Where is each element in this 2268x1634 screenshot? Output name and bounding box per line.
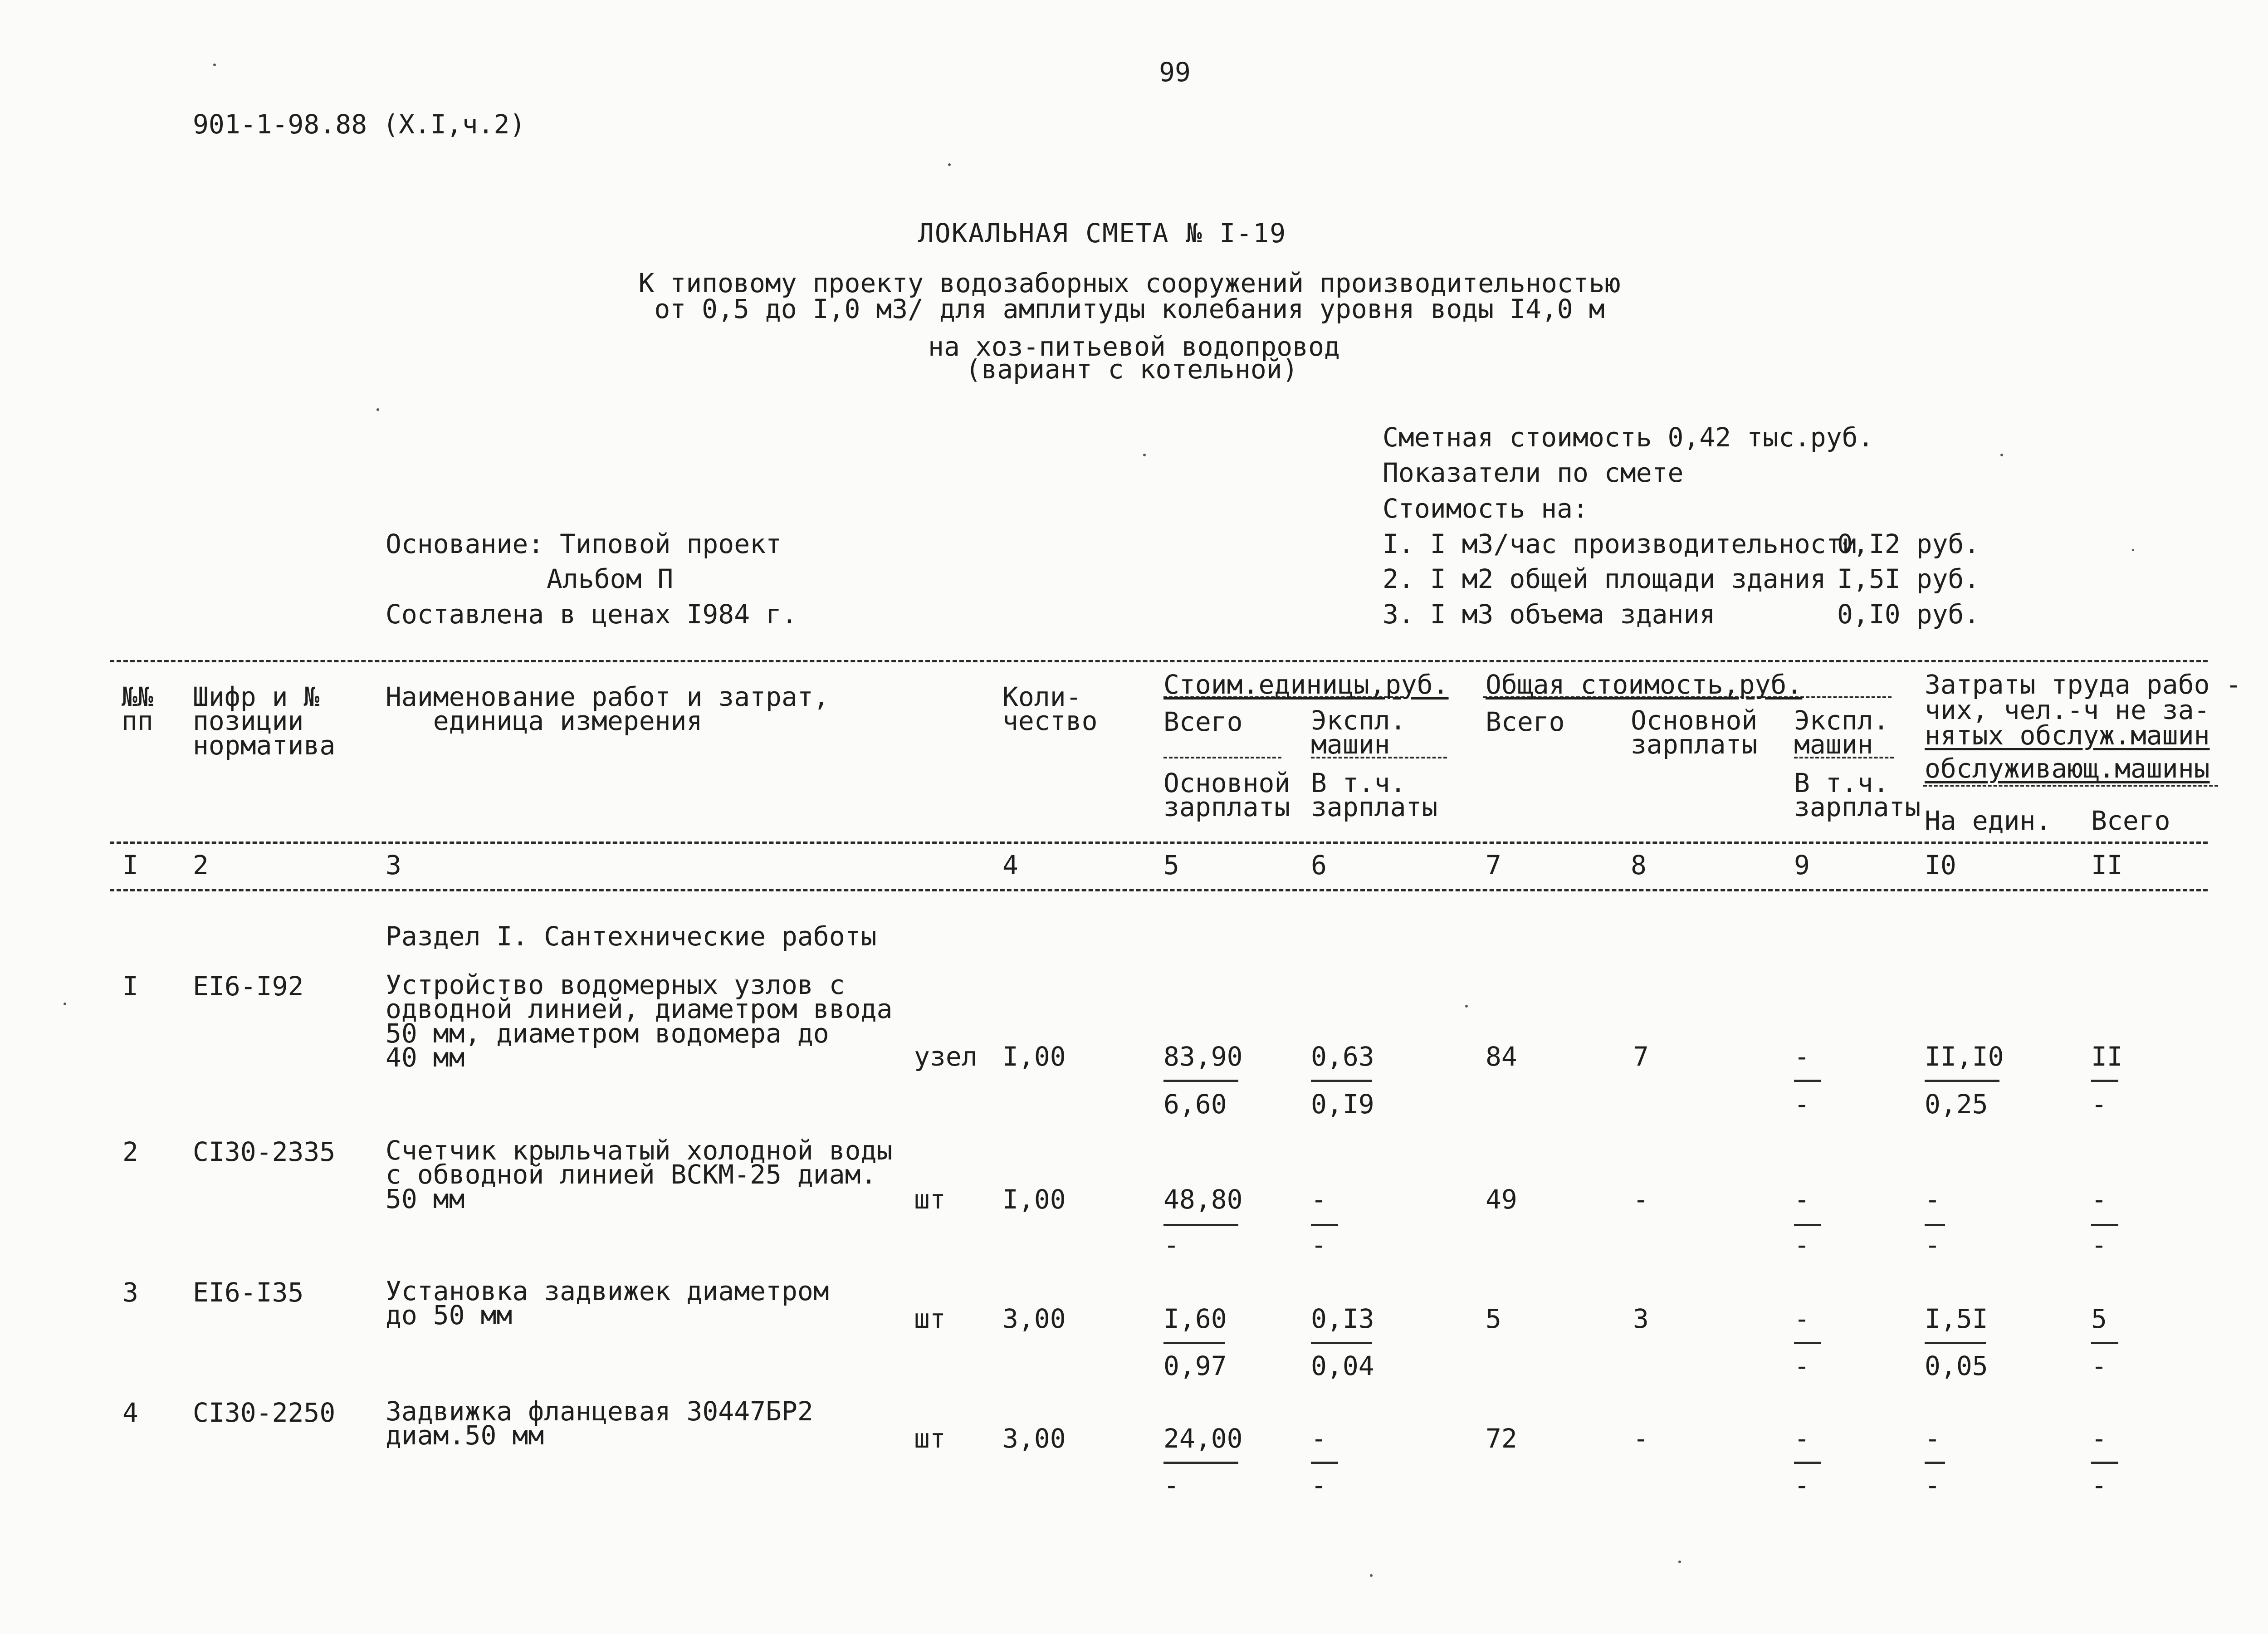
row-4-unit-machine: -: [1311, 1423, 1327, 1454]
indicator-1-label: I. I м3/час производительности: [1383, 528, 1858, 559]
header-unit-machine: Экспл. машин: [1311, 705, 1406, 760]
scan-speck: [213, 64, 216, 66]
subtitle-line-1: К типовому проекту водозаборных сооружений производительностью: [638, 268, 1621, 298]
row-3-labor-unit-rule: [1925, 1342, 1986, 1344]
labor-group-bottom-rule: [1923, 785, 2218, 787]
row-3-number: 3: [122, 1277, 138, 1308]
header-total-cost-group: Общая стоимость,руб.: [1486, 669, 1803, 700]
header-labor-line-4: обслуживающ.машины: [1925, 753, 2210, 784]
row-3-labor-total-rule: [2091, 1342, 2118, 1344]
row-1-unit-machine: 0,63: [1311, 1041, 1374, 1072]
row-4-labor-unit: -: [1925, 1423, 1941, 1454]
header-total-incl-salary: В т.ч. зарплаты: [1794, 768, 1921, 823]
row-2-unit-incl-salary: -: [1311, 1229, 1327, 1260]
row-2-labor-total: -: [2091, 1184, 2107, 1215]
row-1-labor-unit-rule: [1925, 1080, 1999, 1082]
header-labor-line-2: чих, чел.-ч не за-: [1925, 695, 2210, 725]
col-number-10: I0: [1925, 850, 1956, 881]
scan-speck: [1370, 1574, 1373, 1577]
scan-speck: [1143, 454, 1146, 456]
estimated-cost: Сметная стоимость 0,42 тыс.руб.: [1383, 422, 1874, 453]
row-1-work-name: Устройство водомерных узлов с одводной линией, диаметром ввода 50 мм, диаметром водомера до 40 мм: [386, 969, 893, 1073]
row-2-total-machine: -: [1794, 1184, 1810, 1215]
header-total-all: Всего: [1486, 706, 1565, 737]
row-4-total-machine-rule: [1794, 1462, 1821, 1464]
row-4-work-name: Задвижка фланцевая 30447БР2 диам.50 мм: [386, 1396, 813, 1451]
header-quantity: Коли- чество: [1002, 681, 1098, 737]
row-3-total-incl-salary: -: [1794, 1350, 1810, 1381]
header-unit-cost-group: Стоим.единицы,руб.: [1163, 669, 1449, 700]
row-1-unit-total-rule: [1163, 1080, 1238, 1082]
basis-line-2: Альбом П: [547, 563, 674, 594]
row-3-total-machine: -: [1794, 1303, 1810, 1334]
col-number-9: 9: [1794, 850, 1810, 881]
subtitle-line-2: от 0,5 до I,0 м3/ для амплитуды колебания уровня воды I4,0 м: [654, 294, 1605, 324]
header-total-machine: Экспл. машин: [1794, 705, 1889, 760]
col-number-5: 5: [1163, 850, 1179, 881]
row-2-total-base-salary: -: [1633, 1184, 1649, 1215]
row-1-quantity: I,00: [1002, 1041, 1066, 1072]
col-number-7: 7: [1486, 850, 1501, 881]
row-2-labor-total-rule: [2091, 1224, 2118, 1226]
document-code: 901-1-98.88 (X.I,ч.2): [193, 109, 526, 140]
row-2-labor-total-service: -: [2091, 1229, 2107, 1260]
row-4-quantity: 3,00: [1002, 1423, 1066, 1454]
scan-speck: [2132, 549, 2134, 551]
row-4-unit-machine-rule: [1311, 1462, 1338, 1464]
col-number-6: 6: [1311, 850, 1327, 881]
row-4-total-machine: -: [1794, 1423, 1810, 1454]
row-3-unit-total: I,60: [1163, 1303, 1227, 1334]
row-3-total-machine-rule: [1794, 1342, 1821, 1344]
row-3-code: EI6-I35: [193, 1277, 304, 1308]
row-2-total-all: 49: [1486, 1184, 1517, 1215]
row-4-labor-unit-service: -: [1925, 1470, 1941, 1501]
row-4-labor-total-rule: [2091, 1462, 2118, 1464]
scan-speck: [1465, 1005, 1468, 1008]
section-heading: Раздел I. Сантехнические работы: [386, 921, 877, 952]
scan-speck: [64, 1003, 66, 1005]
row-1-unit: узел: [914, 1041, 978, 1072]
row-4-labor-unit-rule: [1925, 1462, 1945, 1464]
row-2-quantity: I,00: [1002, 1184, 1066, 1215]
row-3-unit-base-salary: 0,97: [1163, 1350, 1227, 1381]
estimate-title: ЛОКАЛЬНАЯ СМЕТА № I-19: [918, 218, 1287, 249]
row-2-unit-machine: -: [1311, 1184, 1327, 1215]
row-1-number: I: [122, 971, 138, 1002]
row-1-code: EI6-I92: [193, 971, 304, 1002]
header-row-number: №№ пп: [122, 681, 153, 737]
row-4-labor-total: -: [2091, 1423, 2107, 1454]
header-code: Шифр и № позиции норматива: [193, 681, 336, 761]
row-1-labor-total: II: [2091, 1041, 2123, 1072]
row-4-total-incl-salary: -: [1794, 1470, 1810, 1501]
header-unit-incl-salary: В т.ч. зарплаты: [1311, 768, 1438, 823]
row-2-labor-unit-service: -: [1925, 1229, 1941, 1260]
row-3-unit-total-rule: [1163, 1342, 1225, 1344]
row-2-unit-base-salary: -: [1163, 1229, 1179, 1260]
indicator-2-value: I,5I руб.: [1837, 563, 1980, 594]
row-1-total-machine: -: [1794, 1041, 1810, 1072]
row-4-total-base-salary: -: [1633, 1423, 1649, 1454]
row-2-labor-unit: -: [1925, 1184, 1941, 1215]
header-unit-base-salary: Основной зарплаты: [1163, 768, 1290, 823]
row-1-unit-total: 83,90: [1163, 1041, 1243, 1072]
cost-on-heading: Стоимость на:: [1383, 493, 1589, 524]
row-1-unit-machine-rule: [1311, 1080, 1372, 1082]
row-4-unit-incl-salary: -: [1311, 1470, 1327, 1501]
row-2-unit: шт: [914, 1184, 946, 1215]
col-number-2: 2: [193, 850, 209, 881]
header-work-name: Наименование работ и затрат, единица измерения: [386, 681, 829, 737]
row-2-unit-total-rule: [1163, 1224, 1238, 1226]
row-1-total-base-salary: 7: [1633, 1041, 1649, 1072]
row-4-labor-total-service: -: [2091, 1470, 2107, 1501]
indicator-2-label: 2. I м2 общей площади здания: [1383, 563, 1826, 594]
scan-speck: [376, 408, 379, 411]
row-3-labor-unit: I,5I: [1925, 1303, 1988, 1334]
row-3-unit-machine-rule: [1311, 1342, 1372, 1344]
header-labor-line-3: нятых обслуж.машин: [1925, 720, 2210, 751]
row-4-unit-total-rule: [1163, 1462, 1238, 1464]
row-2-unit-machine-rule: [1311, 1224, 1338, 1226]
scan-speck: [1678, 1561, 1681, 1563]
column-number-bottom-rule: [110, 889, 2208, 891]
row-2-total-machine-rule: [1794, 1224, 1821, 1226]
header-total-base-salary: Основной зарплаты: [1631, 705, 1758, 760]
row-2-total-incl-salary: -: [1794, 1229, 1810, 1260]
row-1-labor-total-rule: [2091, 1080, 2118, 1082]
row-3-work-name: Установка задвижек диаметром до 50 мм: [386, 1276, 829, 1331]
row-3-quantity: 3,00: [1002, 1303, 1066, 1334]
indicator-3-value: 0,I0 руб.: [1837, 599, 1980, 630]
indicator-3-label: 3. I м3 объема здания: [1383, 599, 1716, 630]
header-labor-per-unit: На един.: [1925, 805, 2052, 836]
subtitle-line-4: (вариант с котельной): [965, 354, 1298, 385]
row-2-number: 2: [122, 1136, 138, 1167]
column-number-top-rule: [110, 841, 2208, 844]
col-number-8: 8: [1631, 850, 1647, 881]
header-labor-line-1: Затраты труда рабо -: [1925, 669, 2242, 700]
row-1-total-incl-salary: -: [1794, 1089, 1810, 1120]
row-1-labor-total-service: -: [2091, 1089, 2107, 1120]
row-1-total-machine-rule: [1794, 1080, 1821, 1082]
row-1-unit-base-salary: 6,60: [1163, 1089, 1227, 1120]
row-3-unit-machine: 0,I3: [1311, 1303, 1374, 1334]
row-3-total-all: 5: [1486, 1303, 1501, 1334]
row-3-labor-total: 5: [2091, 1303, 2107, 1334]
row-3-labor-total-service: -: [2091, 1350, 2107, 1381]
basis-line-3: Составлена в ценах I984 г.: [386, 599, 797, 630]
row-1-labor-unit: II,I0: [1925, 1041, 2004, 1072]
scan-speck: [948, 163, 951, 166]
row-1-total-all: 84: [1486, 1041, 1517, 1072]
basis-line-1: Основание: Типовой проект: [386, 528, 782, 559]
unit-cost-inner-rule: [1163, 757, 1281, 758]
row-1-unit-incl-salary: 0,I9: [1311, 1089, 1374, 1120]
indicators-heading: Показатели по смете: [1383, 457, 1684, 488]
row-3-unit: шт: [914, 1303, 946, 1334]
col-number-11: II: [2091, 850, 2123, 881]
page-number: 99: [1159, 57, 1191, 88]
row-4-unit-base-salary: -: [1163, 1470, 1179, 1501]
row-1-labor-unit-service: 0,25: [1925, 1089, 1988, 1120]
row-2-code: CI30-2335: [193, 1136, 336, 1167]
header-unit-total: Всего: [1163, 706, 1243, 737]
col-number-4: 4: [1002, 850, 1018, 881]
subtitle-line-3: на хоз-питьевой водопровод: [928, 331, 1340, 362]
row-4-total-all: 72: [1486, 1423, 1517, 1454]
indicator-1-value: 0,I2 руб.: [1837, 528, 1980, 559]
row-3-labor-unit-service: 0,05: [1925, 1350, 1988, 1381]
row-4-code: CI30-2250: [193, 1397, 336, 1428]
row-4-unit-total: 24,00: [1163, 1423, 1243, 1454]
row-2-unit-total: 48,80: [1163, 1184, 1243, 1215]
row-2-work-name: Счетчик крыльчатый холодной воды с обводной линией ВСКМ-25 диам. 50 мм: [386, 1135, 893, 1214]
row-2-labor-unit-rule: [1925, 1224, 1945, 1226]
row-4-unit: шт: [914, 1423, 946, 1454]
row-3-unit-incl-salary: 0,04: [1311, 1350, 1374, 1381]
row-3-total-base-salary: 3: [1633, 1303, 1649, 1334]
col-number-1: I: [122, 850, 138, 881]
table-top-rule: [110, 660, 2208, 662]
col-number-3: 3: [386, 850, 401, 881]
scan-speck: [2000, 454, 2003, 456]
header-labor-total: Всего: [2091, 805, 2170, 836]
row-4-number: 4: [122, 1397, 138, 1428]
